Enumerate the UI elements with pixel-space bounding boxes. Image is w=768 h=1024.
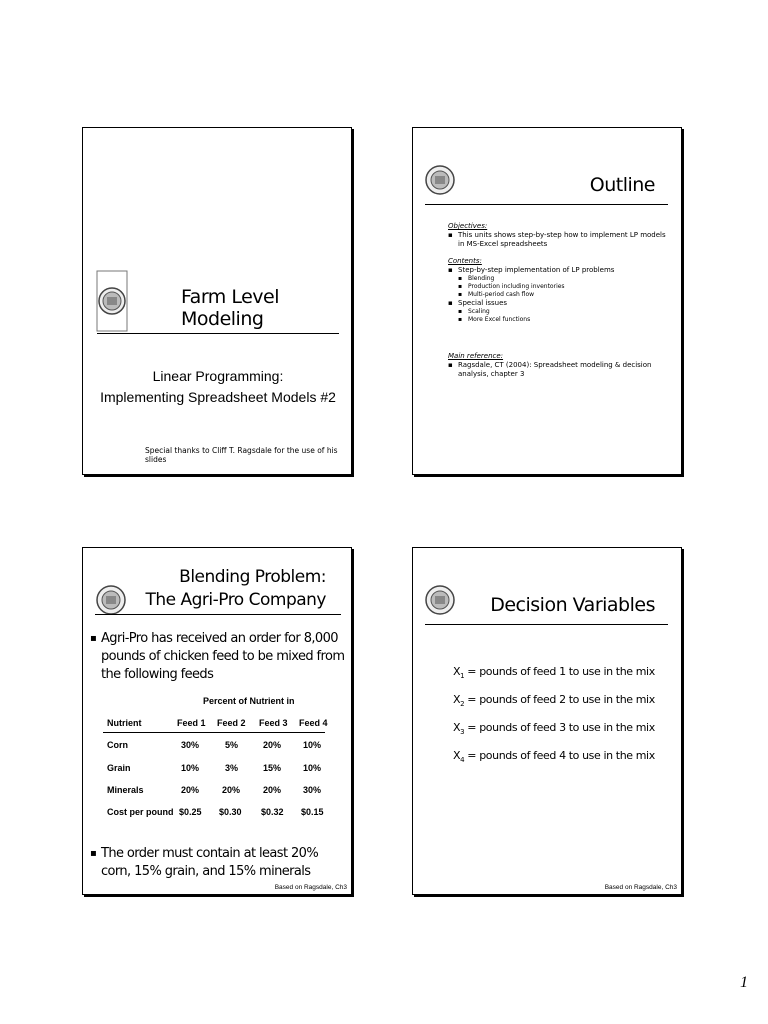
- slide-title-line-2: The Agri-Pro Company: [145, 590, 326, 610]
- col-header: Feed 3: [259, 718, 288, 728]
- table-cell: 20%: [263, 740, 282, 750]
- decision-variable: $X_4$ = pounds of feed 4 to use in the mix: [453, 749, 655, 765]
- table-cell: 20%: [222, 785, 241, 795]
- reference-item: ▪ Ragsdale, CT (2004): Spreadsheet modeling & decision analysis, chapter 3: [448, 361, 673, 379]
- title-rule: [97, 333, 339, 334]
- table-cell: 20%: [263, 785, 282, 795]
- col-header: Feed 4: [299, 718, 328, 728]
- contents-subitem: ▪ Production including inventories: [448, 283, 673, 291]
- decision-variable: $X_1$ = pounds of feed 1 to use in the mix: [453, 665, 655, 681]
- col-header: Feed 2: [217, 718, 246, 728]
- reference-heading: Main reference:: [448, 352, 504, 360]
- university-seal-icon: [96, 583, 126, 617]
- subtitle-line-2: Implementing Spreadsheet Models #2: [100, 389, 336, 405]
- university-seal-icon: [96, 270, 128, 332]
- title-rule: [425, 204, 668, 205]
- title-rule: [425, 624, 668, 625]
- contents-subitem: ▪ Scaling: [448, 308, 673, 316]
- contents-subitem: ▪ Blending: [448, 275, 673, 283]
- slide-4: [412, 547, 682, 895]
- decision-variable: $X_2$ = pounds of feed 2 to use in the mix: [453, 693, 655, 709]
- slide-title-line-1: Blending Problem:: [179, 567, 326, 587]
- contents-item: ▪ Special issues: [448, 299, 673, 308]
- page-number: 1: [740, 974, 748, 991]
- contents-item: ▪ Step-by-step implementation of LP problems: [448, 266, 673, 275]
- table-cell: $0.25: [179, 807, 202, 817]
- objective-item: ▪ This units shows step-by-step how to implement LP models in MS-Excel spreadsheets: [448, 231, 673, 249]
- table-cell: 30%: [181, 740, 200, 750]
- decision-variable: $X_3$ = pounds of feed 3 to use in the mix: [453, 721, 655, 737]
- table-header: Percent of Nutrient in: [203, 696, 295, 706]
- table-cell: 5%: [225, 740, 239, 750]
- subtitle-line-1: Linear Programming:: [152, 368, 284, 384]
- contents-heading: Contents:: [448, 257, 482, 265]
- slide-title: [145, 566, 326, 612]
- slide-title: Outline: [589, 174, 655, 196]
- slide-1: [82, 127, 352, 475]
- table-cell: Grain: [107, 763, 131, 773]
- table-cell: 10%: [303, 763, 322, 773]
- table-cell: Corn: [107, 740, 128, 750]
- table-cell: 10%: [303, 740, 322, 750]
- university-seal-icon: [425, 583, 455, 617]
- title-rule: [95, 614, 341, 615]
- contents-subitem: ▪ Multi-period cash flow: [448, 291, 673, 299]
- contents-subitem: ▪ More Excel functions: [448, 316, 673, 324]
- table-cell: Minerals: [107, 785, 144, 795]
- table-cell: $0.32: [261, 807, 284, 817]
- acknowledgement-text: Special thanks to Cliff T. Ragsdale for the use of his slides: [145, 446, 338, 464]
- bullet-order: ▪ Agri-Pro has received an order for 8,000 pounds of chicken feed to be mixed from the following feeds: [101, 630, 351, 684]
- slide-2: [412, 127, 682, 475]
- slide-footer: Based on Ragsdale, Ch3: [274, 884, 347, 891]
- table-cell: Cost per pound: [107, 807, 174, 817]
- table-cell: 15%: [263, 763, 282, 773]
- table-cell: 30%: [303, 785, 322, 795]
- table-header-rule: [103, 732, 325, 733]
- bullet-requirements: ▪ The order must contain at least 20% corn, 15% grain, and 15% minerals: [101, 845, 351, 881]
- outline-body: [448, 222, 673, 379]
- slide-title: Farm Level Modeling: [181, 286, 280, 330]
- slide-title: Decision Variables: [490, 594, 655, 616]
- slide-3: [82, 547, 352, 895]
- slide-footer: Based on Ragsdale, Ch3: [604, 884, 677, 891]
- table-cell: 10%: [181, 763, 200, 773]
- university-seal-icon: [425, 163, 455, 197]
- table-cell: 3%: [225, 763, 239, 773]
- objectives-heading: Objectives:: [448, 222, 488, 230]
- col-header: Nutrient: [107, 718, 142, 728]
- table-cell: $0.30: [219, 807, 242, 817]
- table-cell: 20%: [181, 785, 200, 795]
- col-header: Feed 1: [177, 718, 206, 728]
- table-cell: $0.15: [301, 807, 324, 817]
